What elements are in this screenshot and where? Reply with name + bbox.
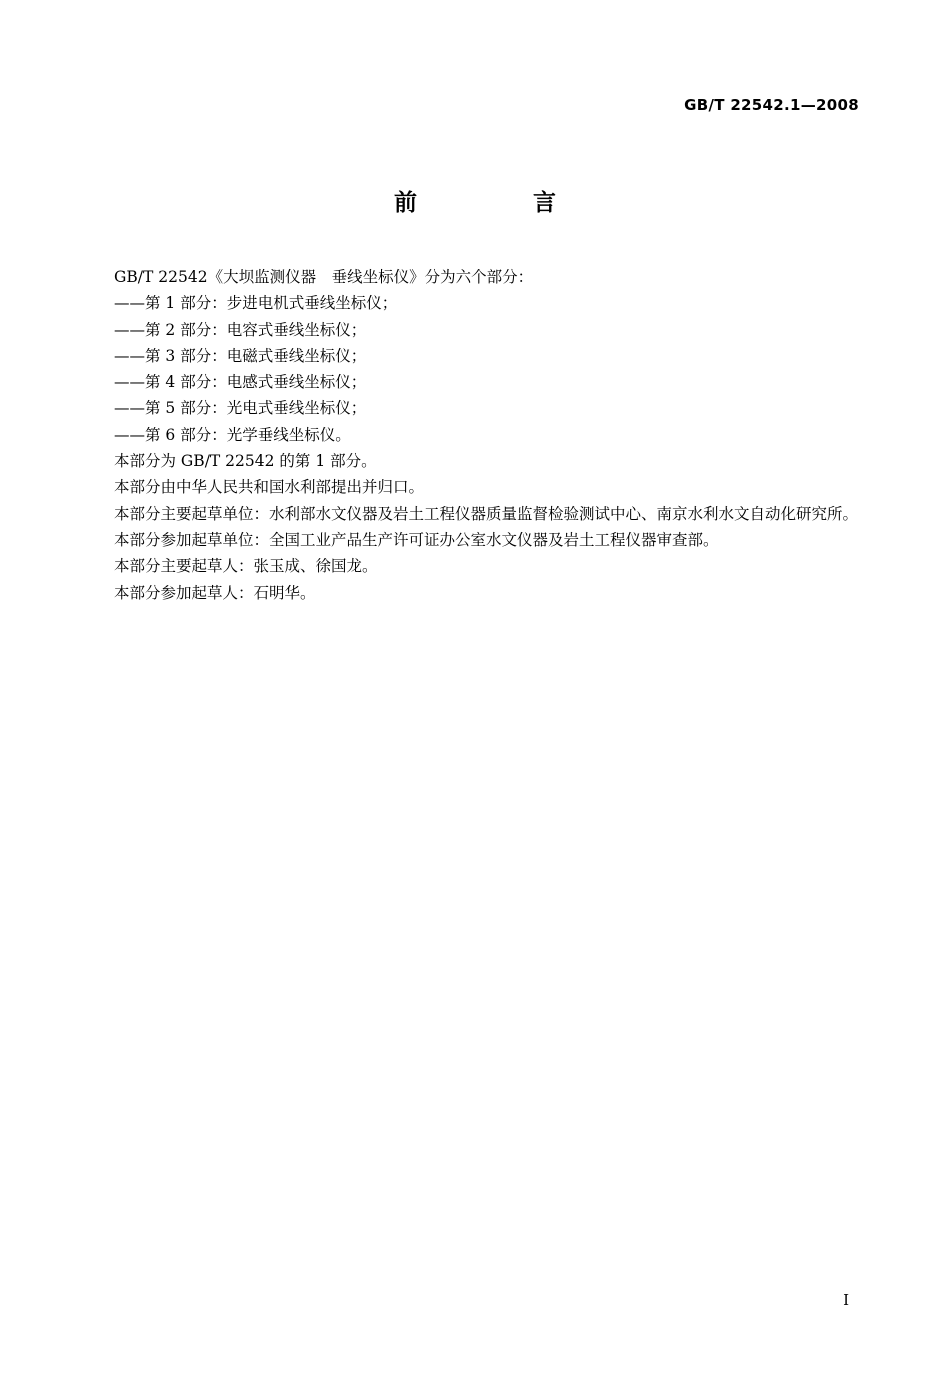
paragraph: 本部分主要起草人：张玉成、徐国龙。	[114, 557, 378, 576]
part-list-item: ——第 6 部分：光学垂线坐标仪。	[114, 425, 351, 444]
page-title: 前 言	[393, 190, 610, 216]
paragraph: 本部分为 GB/T 22542 的第 1 部分。	[114, 452, 377, 471]
intro-paragraph: GB/T 22542《大坝监测仪器 垂线坐标仪》分为六个部分：	[114, 268, 534, 286]
part-list-item: ——第 3 部分：电磁式垂线坐标仪；	[114, 346, 367, 365]
paragraph: 本部分参加起草人：石明华。	[114, 583, 316, 602]
document-body	[81, 264, 861, 606]
page-number: I	[843, 1291, 849, 1309]
part-list-item: ——第 1 部分：步进电机式垂线坐标仪；	[114, 294, 398, 313]
part-list-item: ——第 4 部分：电感式垂线坐标仪；	[114, 373, 367, 392]
part-list-item: ——第 5 部分：光电式垂线坐标仪；	[114, 399, 367, 418]
paragraph: 本部分主要起草单位：水利部水文仪器及岩土工程仪器质量监督检验测试中心、南京水利水文自动化研究所。	[114, 504, 859, 523]
paragraph: 本部分由中华人民共和国水利部提出并归口。	[114, 478, 425, 497]
part-list-item: ——第 2 部分：电容式垂线坐标仪；	[114, 320, 367, 339]
standard-code: GB/T 22542.1—2008	[684, 96, 859, 114]
paragraph: 本部分参加起草单位：全国工业产品生产许可证办公室水文仪器及岩土工程仪器审查部。	[114, 530, 719, 549]
